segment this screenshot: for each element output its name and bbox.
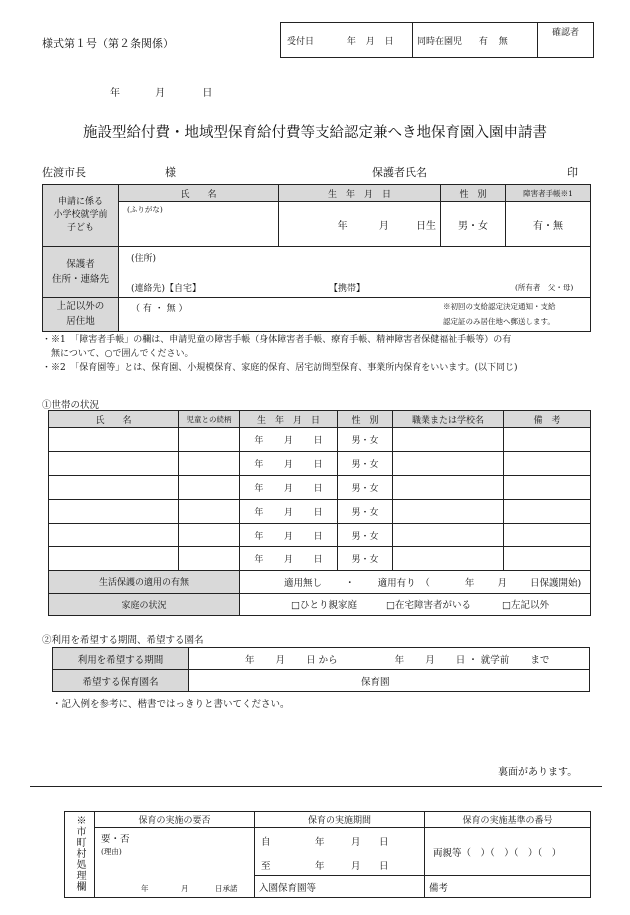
period-label: 利用を希望する期間 (53, 648, 189, 670)
footnotes: ・※1 「障害者手帳」の欄は、申請児童の障害手帳（身体障害者手帳、療育手帳、精神障害者保健福祉手帳等）の有 無について、○で囲んでください。 ・※2 「保育園等」とは、保育園、小規模保育、家庭的保育、居宅訪問型保育、事業所内保育をいいます。(以下同じ) (42, 335, 518, 373)
office-need-field[interactable]: 要・否 (理由) 年 月 日承諾 (95, 828, 255, 898)
household-occupation-field[interactable] (393, 452, 504, 476)
table-row (49, 452, 591, 476)
col-name-header: 氏 名 (119, 185, 279, 202)
nursery-label: 希望する保育園名 (53, 670, 189, 692)
household-sex-option[interactable]: 男・女 (338, 452, 393, 476)
household-remarks-field[interactable] (504, 499, 591, 523)
home-phone-label: (連絡先)【自宅】 (131, 284, 202, 295)
household-table (48, 410, 591, 616)
household-sex-option[interactable]: 男・女 (338, 547, 393, 571)
household-occupation-field[interactable] (393, 428, 504, 452)
checker-cell[interactable]: 確認者 (538, 23, 594, 58)
household-occupation-field[interactable] (393, 547, 504, 571)
page-title: 施設型給付費・地域型保育給付費等支給認定兼へき地保育園入園申請書 (83, 125, 547, 141)
household-birth-field[interactable]: 年 月 日 (240, 523, 338, 547)
office-nursery-field[interactable]: 入園保育園等 (255, 876, 425, 898)
table-row (49, 523, 591, 547)
household-name-field[interactable] (49, 547, 179, 571)
family-label: 家庭の状況 (49, 593, 240, 615)
household-col-name: 氏 名 (49, 411, 179, 428)
welfare-label: 生活保護の適用の有無 (49, 571, 240, 593)
col-sex-header: 性 別 (441, 185, 506, 202)
household-occupation-field[interactable] (393, 499, 504, 523)
household-sex-option[interactable]: 男・女 (338, 523, 393, 547)
household-col-birth: 生 年 月 日 (240, 411, 338, 428)
welfare-option[interactable]: 適用無し ・ 適用有り （ 年 月 日保護開始) (240, 571, 591, 593)
family-options (240, 593, 591, 615)
household-name-field[interactable] (49, 475, 179, 499)
household-name-field[interactable] (49, 428, 179, 452)
checkbox-single-parent[interactable]: □ひとり親家庭 (291, 600, 357, 612)
addressee-mayor: 佐渡市長 (42, 166, 86, 179)
sibling-cell[interactable]: 同時在園児 有 無 (413, 23, 538, 58)
guardian-label: 保護者 住所・連絡先 (43, 247, 119, 297)
household-occupation-field[interactable] (393, 523, 504, 547)
other-address-label: 上記以外の 居住地 (43, 297, 119, 331)
checkbox-other[interactable]: □左記以外 (502, 600, 550, 612)
period-heading: ②利用を希望する期間、希望する園名 (42, 635, 204, 646)
child-sex-option[interactable]: 男・女 (441, 202, 506, 247)
household-relation-field[interactable] (179, 475, 240, 499)
seal-mark: 印 (567, 166, 578, 179)
household-birth-field[interactable]: 年 月 日 (240, 499, 338, 523)
household-name-field[interactable] (49, 452, 179, 476)
form-number: 様式第１号（第２条関係） (42, 37, 174, 50)
period-table (52, 647, 590, 692)
household-col-sex: 性 別 (338, 411, 393, 428)
mobile-phone-label: 【携帯】 (329, 284, 366, 295)
household-birth-field[interactable]: 年 月 日 (240, 475, 338, 499)
other-address-field[interactable]: （ 有 ・ 無 ） ※初回の支給認定決定通知・支給 認定証のみ居住地へ郵送します。 (119, 297, 591, 331)
household-sex-option[interactable]: 男・女 (338, 475, 393, 499)
office-table (64, 811, 591, 898)
office-side-label: ※市町村処理欄 (65, 812, 95, 898)
office-remarks-field[interactable]: 備考 (425, 876, 591, 898)
household-name-field[interactable] (49, 523, 179, 547)
household-birth-field[interactable]: 年 月 日 (240, 428, 338, 452)
application-date[interactable]: 年 月 日 (110, 88, 213, 99)
household-relation-field[interactable] (179, 499, 240, 523)
household-relation-field[interactable] (179, 428, 240, 452)
household-remarks-field[interactable] (504, 475, 591, 499)
table-row (49, 428, 591, 452)
col-birth-header: 生 年 月 日 (279, 185, 441, 202)
entry-note: ・記入例を参考に、楷書ではっきりと書いてください。 (52, 699, 290, 710)
table-row (49, 499, 591, 523)
household-sex-option[interactable]: 男・女 (338, 428, 393, 452)
household-col-relation: 児童との続柄 (179, 411, 240, 428)
household-birth-field[interactable]: 年 月 日 (240, 452, 338, 476)
table-row (49, 475, 591, 499)
household-remarks-field[interactable] (504, 523, 591, 547)
household-birth-field[interactable]: 年 月 日 (240, 547, 338, 571)
divider (30, 786, 602, 787)
table-row (49, 547, 591, 571)
period-field[interactable]: 年 月 日 から 年 月 日 ・ 就学前 まで (189, 648, 590, 670)
guardian-name-field[interactable] (440, 160, 560, 178)
back-side-note: 裏面があります。 (498, 767, 578, 778)
household-relation-field[interactable] (179, 452, 240, 476)
office-period-field[interactable]: 自 年 月 日 至 年 月 日 (255, 828, 425, 876)
receipt-date-cell[interactable]: 受付日 年 月 日 (281, 23, 413, 58)
col-disability-header: 障害者手帳※1 (506, 185, 591, 202)
child-name-field[interactable]: (ふりがな) (119, 202, 279, 247)
checkbox-disabled-at-home[interactable]: □在宅障害者がいる (386, 600, 471, 612)
applicant-table (42, 184, 591, 332)
guardian-address-field[interactable]: (住所) (連絡先)【自宅】 【携帯】 (所有者 父・母) (119, 247, 591, 297)
household-remarks-field[interactable] (504, 428, 591, 452)
child-birth-field[interactable]: 年 月 日生 (279, 202, 441, 247)
office-need-header: 保育の実施の要否 (95, 812, 255, 828)
household-heading: ①世帯の状況 (42, 400, 100, 411)
guardian-name-label: 保護者氏名 (372, 166, 427, 179)
household-col-occupation: 職業または学校名 (393, 411, 504, 428)
household-sex-option[interactable]: 男・女 (338, 499, 393, 523)
household-col-remarks: 備 考 (504, 411, 591, 428)
other-address-option[interactable]: （ 有 ・ 無 ） (131, 303, 188, 314)
office-period-header: 保育の実施期間 (255, 812, 425, 828)
office-standard-header: 保育の実施基準の番号 (425, 812, 591, 828)
child-disability-option[interactable]: 有・無 (506, 202, 591, 247)
office-standard-field[interactable]: 両親等（ ）（ ）（ ）（ ） (425, 828, 591, 876)
household-remarks-field[interactable] (504, 547, 591, 571)
household-name-field[interactable] (49, 499, 179, 523)
nursery-field[interactable]: 保育園 (189, 670, 590, 692)
household-occupation-field[interactable] (393, 475, 504, 499)
child-label: 申請に係る 小学校就学前 子ども (43, 185, 119, 247)
owner-option[interactable]: (所有者 父・母) (515, 283, 574, 293)
household-relation-field[interactable] (179, 547, 240, 571)
receipt-box (280, 22, 594, 58)
household-remarks-field[interactable] (504, 452, 591, 476)
addressee-sama: 様 (165, 166, 176, 179)
household-relation-field[interactable] (179, 523, 240, 547)
